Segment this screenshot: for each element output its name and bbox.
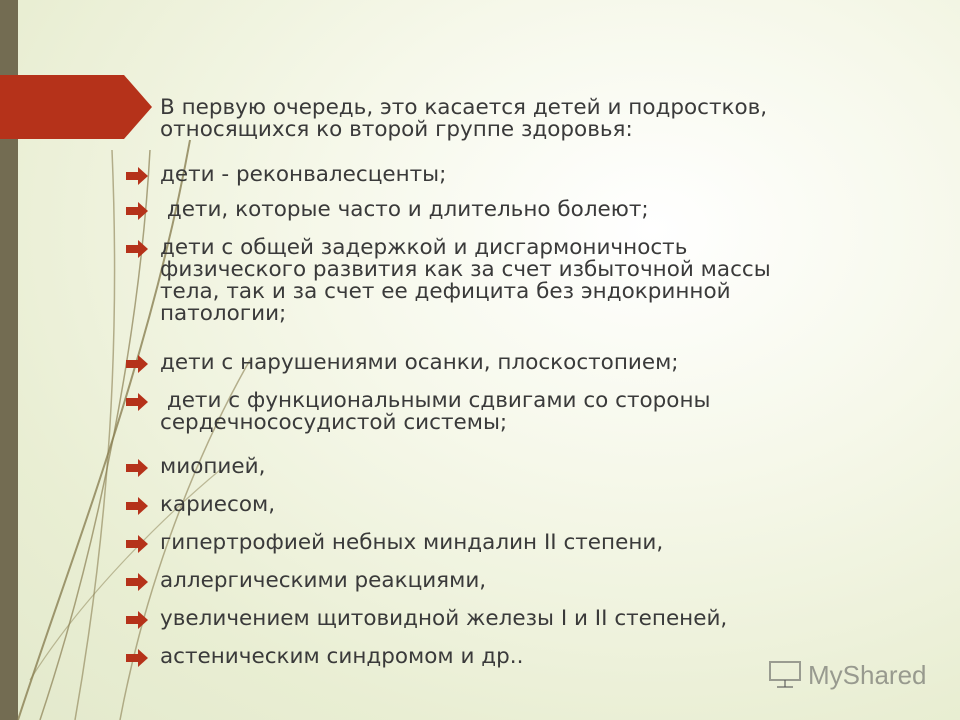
list-item-line: дети с функциональными сдвигами со стороны (160, 388, 711, 413)
arrow-bullet-icon (126, 240, 148, 258)
list-item-line: физического развития как за счет избыточной массы (160, 257, 771, 282)
arrow-bullet-icon (126, 393, 148, 411)
list-item-line: астеническим синдромом и др.. (160, 644, 524, 669)
list-item-line: аллергическими реакциями, (160, 568, 487, 593)
watermark-text: MyShared (808, 660, 927, 690)
arrow-bullet-icon (126, 202, 148, 220)
intro-line-2: относящихся ко второй группе здоровья: (160, 117, 633, 142)
list-item-line: тела, так и за счет ее дефицита без эндокринной (160, 279, 731, 304)
arrow-bullet-icon (126, 167, 148, 185)
watermark-logo (768, 657, 938, 691)
list-item-line: дети - реконвалесценты; (160, 162, 447, 187)
list-item-line: дети с нарушениями осанки, плоскостопием; (160, 350, 679, 375)
list-item-line: увеличением щитовидной железы I и II степеней, (160, 606, 728, 631)
arrow-bullet-icon (126, 535, 148, 553)
list-item-line: гипертрофией небных миндалин II степени, (160, 530, 664, 555)
arrow-bullet-icon (126, 611, 148, 629)
arrow-bullet-icon (126, 649, 148, 667)
arrow-bullet-icon (126, 573, 148, 591)
intro-line-1: В первую очередь, это касается детей и подростков, (160, 95, 768, 120)
list-item-line: дети с общей задержкой и дисгармоничность (160, 235, 688, 260)
arrow-bullet-icon (126, 355, 148, 373)
arrow-bullet-icon (126, 497, 148, 515)
list-item-line: патологии; (160, 301, 287, 326)
list-item-line: миопией, (160, 454, 266, 479)
list-item-line: кариесом, (160, 492, 276, 517)
list-item-line: дети, которые часто и длительно болеют; (160, 197, 649, 222)
arrow-bullet-icon (126, 459, 148, 477)
list-item-line: сердечнососудистой системы; (160, 410, 508, 435)
title-accent-bar (0, 75, 152, 139)
slide-content (160, 0, 900, 720)
